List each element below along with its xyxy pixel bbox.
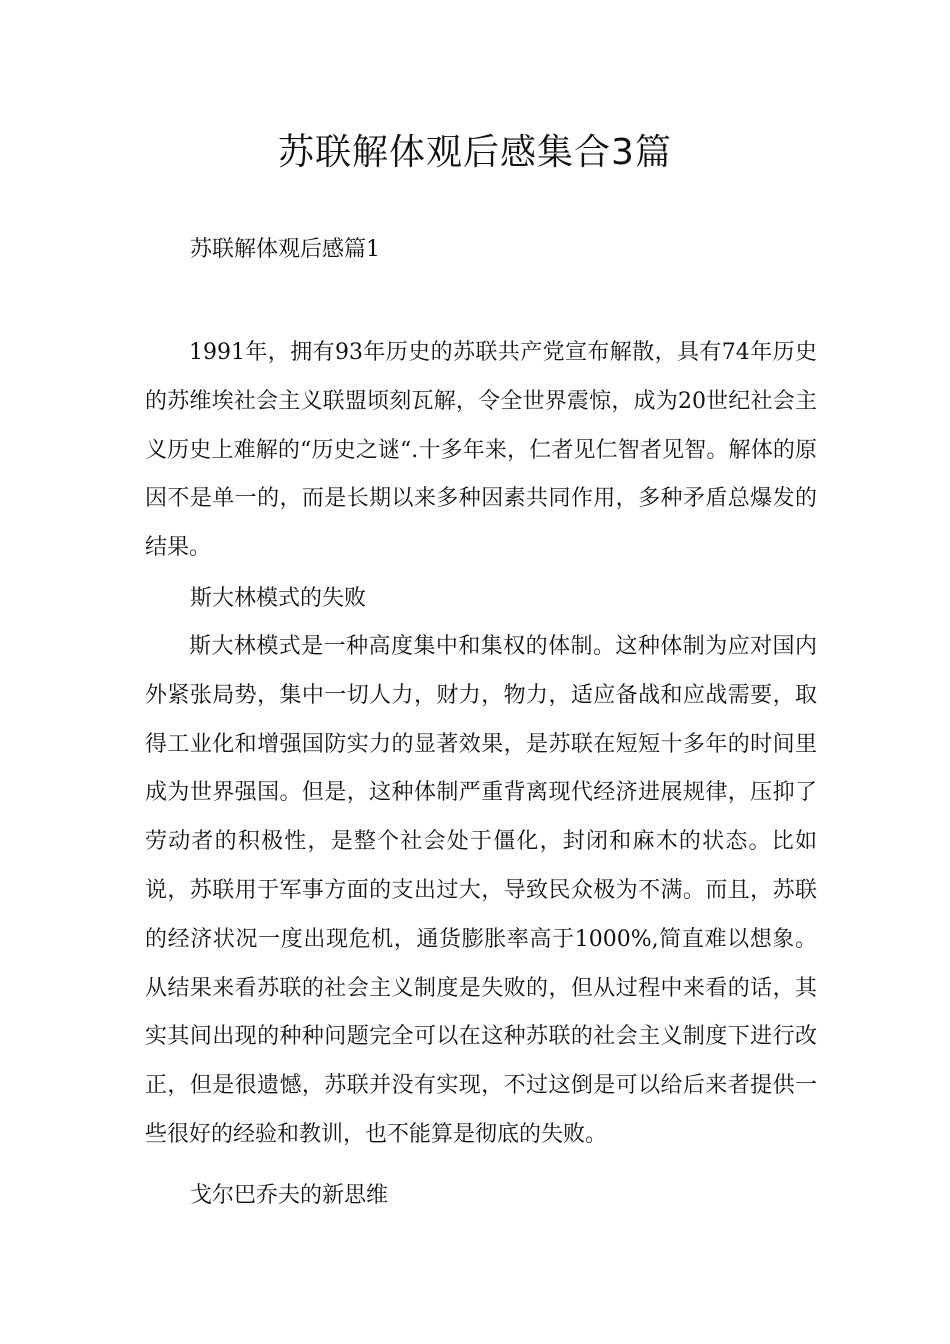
- subheading-stalin-model: 斯大林模式的失败: [190, 586, 367, 611]
- document-title: 苏联解体观后感集合3篇: [278, 132, 672, 173]
- section-heading: 苏联解体观后感篇1: [190, 237, 380, 262]
- paragraph-intro: 1991年，拥有93年历史的苏联共产党宣布解散，具有74年历史的苏维埃社会主义联盟顷刻瓦解，令全世界震惊，成为20世纪社会主义历史上难解的“历史之谜“.十多年来，仁者见仁智者见智。解体的原因不是单一的，而是长期以来多种因素共同作用，多种矛盾总爆发的结果。: [145, 340, 817, 561]
- subheading-gorbachev: 戈尔巴乔夫的新思维: [190, 1183, 389, 1208]
- paragraph-stalin-model: 斯大林模式是一种高度集中和集权的体制。这种体制为应对国内外紧张局势，集中一切人力，财力，物力，适应备战和应战需要，取得工业化和增强国防实力的显著效果，是苏联在短短十多年的时间里成为世界强国。但是，这种体制严重背离现代经济进展规律，压抑了劳动者的积极性，是整个社会处于僵化，封闭和麻木的状态。比如说，苏联用于军事方面的支出过大，导致民众极为不满。而且，苏联的经济状况一度出现危机，通货膨胀率高于1000%,简直难以想象。从结果来看苏联的社会主义制度是失败的，但从过程中来看的话，其实其间出现的种种问题完全可以在这种苏联的社会主义制度下进行改正，但是很遗憾，苏联并没有实现，不过这倒是可以给后来者提供一些很好的经验和教训，也不能算是彻底的失败。: [145, 634, 817, 1147]
